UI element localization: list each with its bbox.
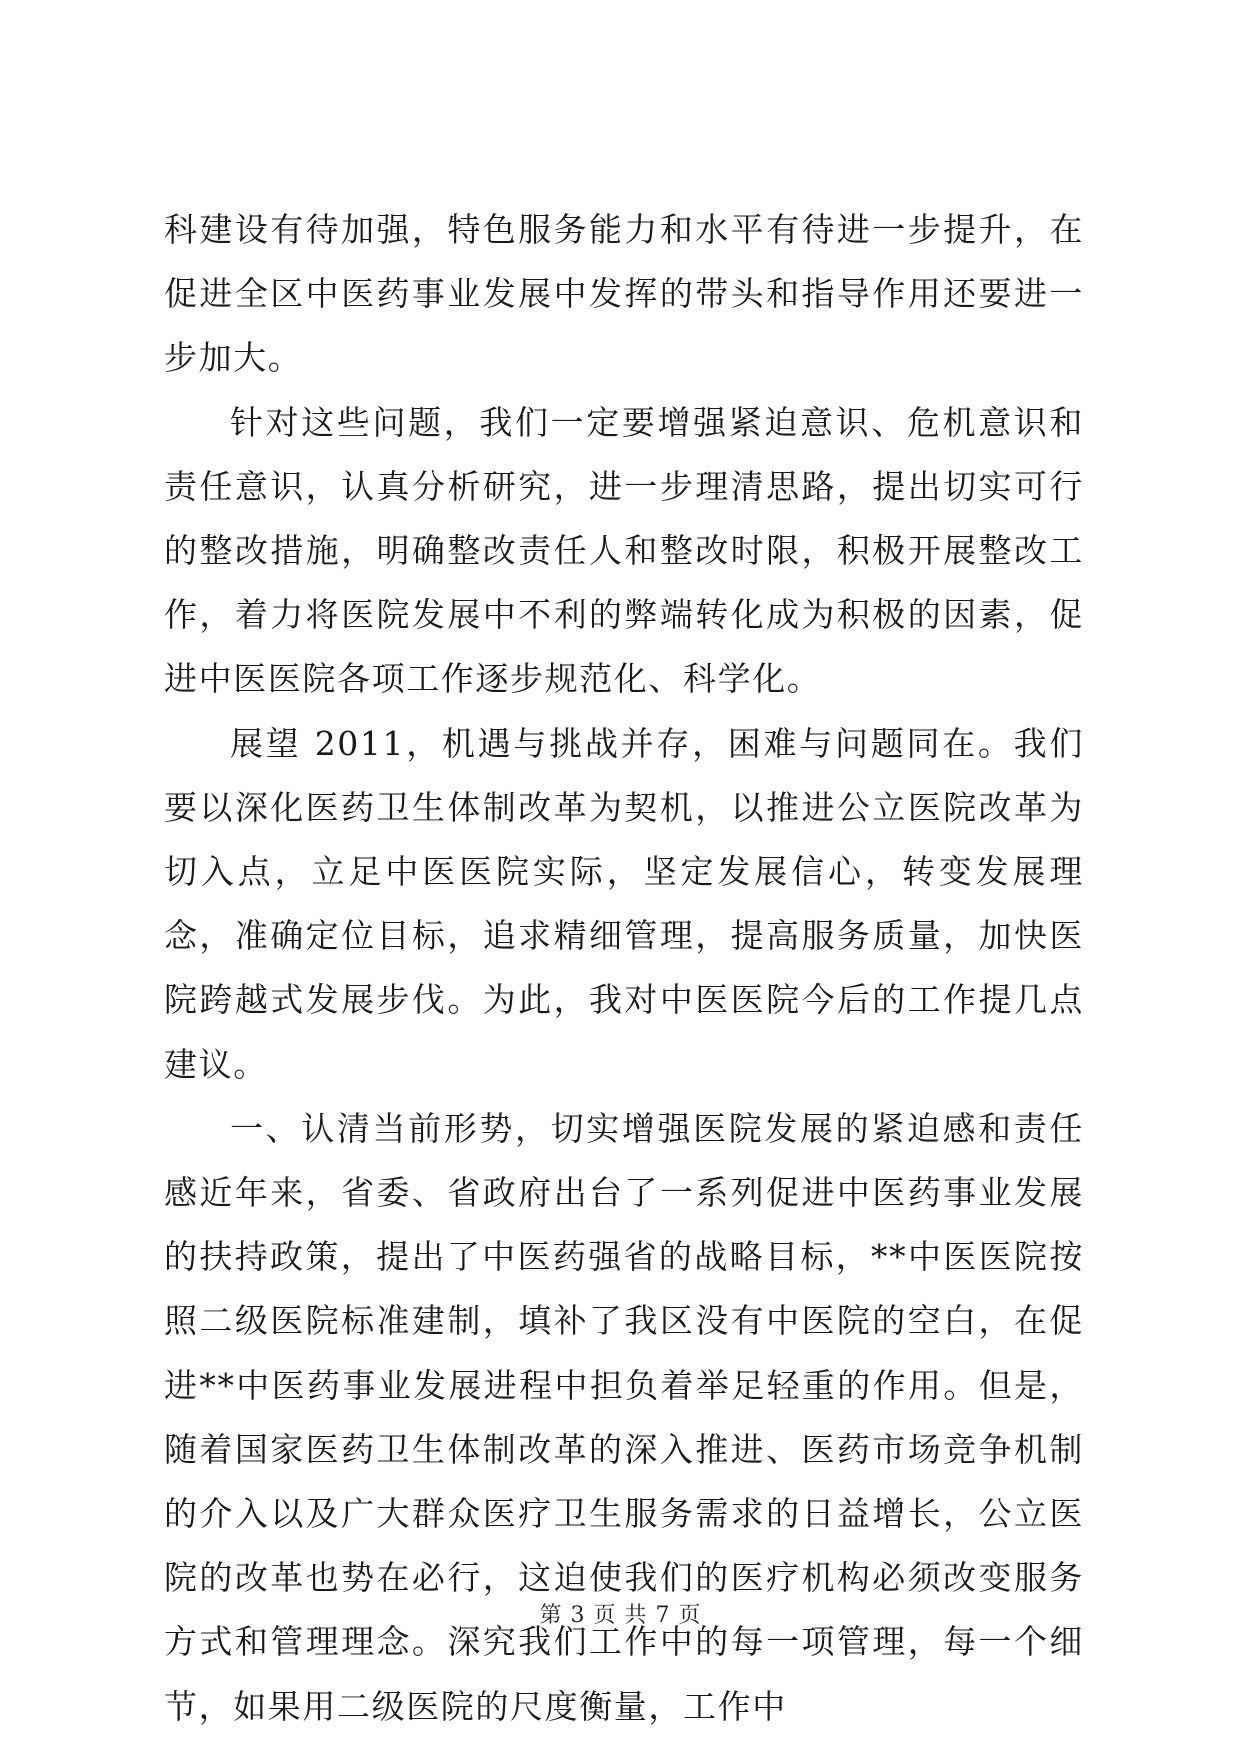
page-number-label: 第 3 页 共 7 页 xyxy=(539,1603,702,1628)
paragraph: 展望 2011，机遇与挑战并存，困难与问题同在。我们要以深化医药卫生体制改革为契机，以推进公立医院改革为切入点，立足中医医院实际，坚定发展信心，转变发展理念，准确定位目标，追求精细管理，提高服务质量，加快医院跨越式发展步伐。为此，我对中医医院今后的工作提几点建议。 xyxy=(164,723,1084,1084)
paragraph: 一、认清当前形势，切实增强医院发展的紧迫感和责任感近年来，省委、省政府出台了一系列促进中医药事业发展的扶持政策，提出了中医药强省的战略目标，**中医医院按照二级医院标准建制，填补了我区没有中医院的空白，在促进**中医药事业发展进程中担负着举足轻重的作用。但是，随着国家医药卫生体制改革的深入推进、医药市场竞争机制的介入以及广大群众医疗卫生服务需求的日益增长，公立医院的改革也势在必行，这迫使我们的医疗机构必须改变服务方式和管理理念。深究我们工作中的每一项管理，每一个细节，如果用二级医院的尺度衡量，工作中 xyxy=(164,1108,1084,1726)
page-footer xyxy=(0,1602,1241,1630)
paragraph: 科建设有待加强，特色服务能力和水平有待进一步提升，在促进全区中医药事业发展中发挥的带头和指导作用还要进一步加大。 xyxy=(164,210,1084,378)
paragraph: 针对这些问题，我们一定要增强紧迫意识、危机意识和责任意识，认真分析研究，进一步理清思路，提出切实可行的整改措施，明确整改责任人和整改时限，积极开展整改工作，着力将医院发展中不利的弊端转化成为积极的因素，促进中医医院各项工作逐步规范化、科学化。 xyxy=(164,402,1084,699)
document-body xyxy=(164,198,1084,1739)
